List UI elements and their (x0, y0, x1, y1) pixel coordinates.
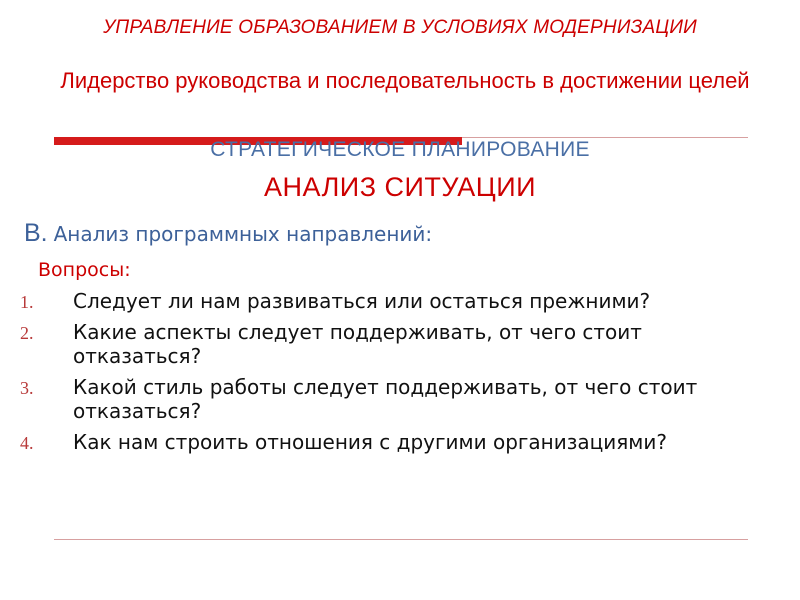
situation-analysis-heading: АНАЛИЗ СИТУАЦИИ (263, 172, 537, 202)
section-title: Анализ программных направлений: (53, 222, 433, 246)
questions-list (20, 289, 750, 461)
section-letter: В. (24, 219, 48, 247)
bottom-rule (54, 539, 748, 540)
list-item-text: Как нам строить отношения с другими организациями? (73, 430, 667, 454)
slide-header: УПРАВЛЕНИЕ ОБРАЗОВАНИЕМ В УСЛОВИЯХ МОДЕРНИЗАЦИИ (103, 17, 697, 38)
list-item-text: Какой стиль работы следует поддерживать, от чего стоит отказаться? (73, 375, 698, 423)
list-item-text: Следует ли нам развиваться или остаться прежними? (73, 289, 651, 313)
list-item-text: Какие аспекты следует поддерживать, от чего стоит отказаться? (73, 320, 642, 368)
section-heading (24, 219, 432, 248)
strategic-planning-heading: СТРАТЕГИЧЕСКОЕ ПЛАНИРОВАНИЕ (210, 138, 590, 161)
list-item-number: 2. (20, 323, 34, 343)
list-item (20, 320, 750, 368)
list-item-number: 3. (20, 378, 34, 398)
list-item (20, 289, 750, 313)
slide-subtitle: Лидерство руководства и последовательность в достижении целей (60, 68, 750, 93)
questions-label: Вопросы: (38, 259, 131, 281)
list-item (20, 375, 750, 423)
list-item (20, 430, 750, 454)
list-item-number: 1. (20, 292, 34, 312)
list-item-number: 4. (20, 433, 34, 453)
